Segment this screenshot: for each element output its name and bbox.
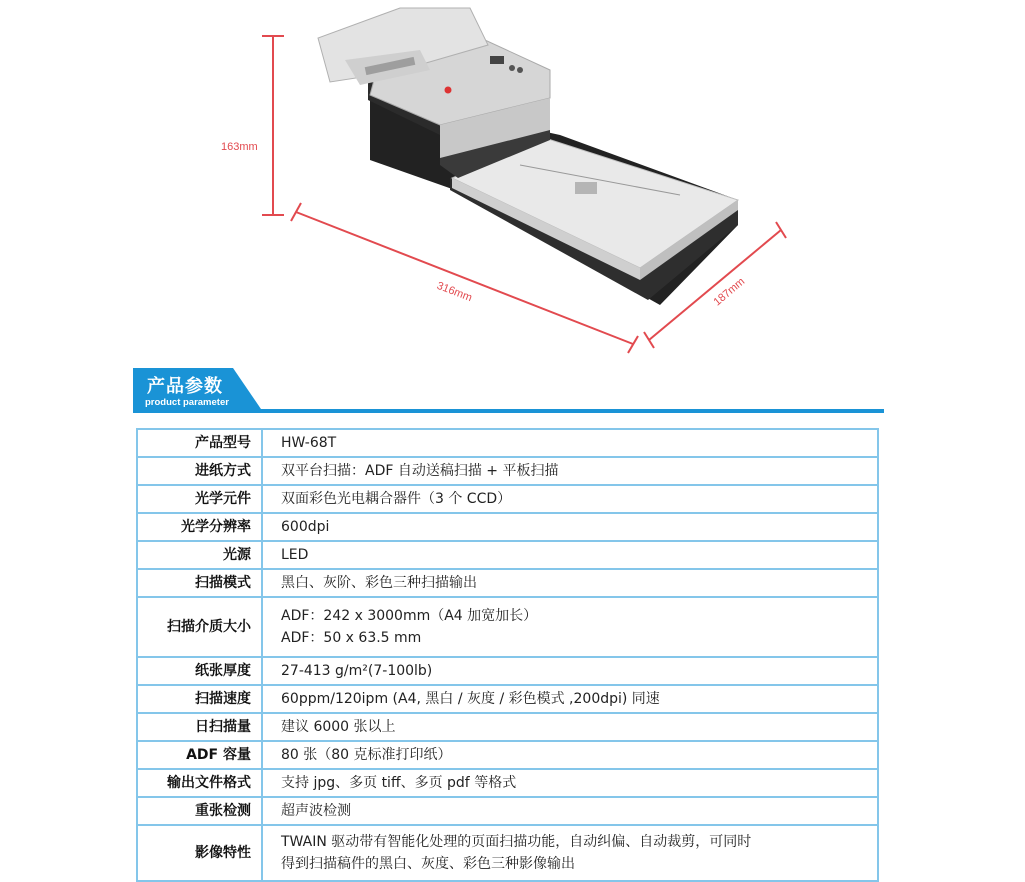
spec-value-line: 60ppm/120ipm (A4, 黑白 / 灰度 / 彩色模式 ,200dpi) 同速 bbox=[281, 691, 660, 707]
spec-value-line: 超声波检测 bbox=[281, 803, 351, 819]
spec-label: 光学分辨率 bbox=[137, 513, 262, 541]
spec-label: 光源 bbox=[137, 541, 262, 569]
spec-value bbox=[262, 569, 878, 597]
spec-value-line: 600dpi bbox=[281, 519, 330, 535]
spec-value-line: LED bbox=[281, 547, 309, 563]
spec-label: ADF 容量 bbox=[137, 741, 262, 769]
spec-row bbox=[137, 429, 878, 457]
spec-row bbox=[137, 597, 878, 657]
spec-label: 产品型号 bbox=[137, 429, 262, 457]
depth-dimension-label: 187mm bbox=[711, 275, 748, 309]
spec-value-line: 27-413 g/m²(7-100lb) bbox=[281, 663, 433, 679]
spec-label: 重张检测 bbox=[137, 797, 262, 825]
spec-value-line: ADF：242 x 3000mm（A4 加宽加长） bbox=[281, 608, 538, 624]
spec-value bbox=[262, 485, 878, 513]
spec-value bbox=[262, 457, 878, 485]
spec-value-line: ADF：50 x 63.5 mm bbox=[281, 630, 422, 646]
spec-value-line: 黑白、灰阶、彩色三种扫描输出 bbox=[281, 575, 477, 591]
spec-value-line: 80 张（80 克标准打印纸） bbox=[281, 747, 452, 763]
spec-row bbox=[137, 769, 878, 797]
spec-label: 进纸方式 bbox=[137, 457, 262, 485]
spec-value-line: 双平台扫描：ADF 自动送稿扫描 + 平板扫描 bbox=[281, 463, 559, 479]
spec-row bbox=[137, 741, 878, 769]
product-figure bbox=[0, 0, 1025, 365]
spec-value bbox=[262, 685, 878, 713]
spec-label: 扫描速度 bbox=[137, 685, 262, 713]
spec-value-line: 双面彩色光电耦合器件（3 个 CCD） bbox=[281, 491, 512, 507]
spec-value bbox=[262, 657, 878, 685]
section-header bbox=[133, 368, 884, 414]
spec-value bbox=[262, 713, 878, 741]
spec-label: 扫描模式 bbox=[137, 569, 262, 597]
spec-label: 日扫描量 bbox=[137, 713, 262, 741]
spec-row bbox=[137, 513, 878, 541]
spec-value-line: HW-68T bbox=[281, 435, 337, 451]
spec-value-line: 建议 6000 张以上 bbox=[281, 719, 396, 735]
spec-row bbox=[137, 457, 878, 485]
section-title: 产品参数 bbox=[147, 376, 223, 397]
spec-value bbox=[262, 429, 878, 457]
spec-label: 纸张厚度 bbox=[137, 657, 262, 685]
spec-row bbox=[137, 485, 878, 513]
spec-row bbox=[137, 797, 878, 825]
spec-value bbox=[262, 597, 878, 657]
spec-label: 影像特性 bbox=[137, 825, 262, 881]
spec-value-line: 得到扫描稿件的黑白、灰度、彩色三种影像输出 bbox=[281, 856, 575, 872]
spec-value-line: TWAIN 驱动带有智能化处理的页面扫描功能，自动纠偏、自动裁剪，可同时 bbox=[281, 834, 752, 850]
spec-value bbox=[262, 769, 878, 797]
width-dimension-label: 316mm bbox=[435, 279, 474, 305]
spec-label: 输出文件格式 bbox=[137, 769, 262, 797]
spec-value-line: 支持 jpg、多页 tiff、多页 pdf 等格式 bbox=[281, 775, 517, 791]
spec-value bbox=[262, 797, 878, 825]
spec-label: 扫描介质大小 bbox=[137, 597, 262, 657]
spec-value bbox=[262, 741, 878, 769]
spec-label: 光学元件 bbox=[137, 485, 262, 513]
spec-row bbox=[137, 685, 878, 713]
spec-value bbox=[262, 513, 878, 541]
spec-row bbox=[137, 541, 878, 569]
spec-table-body bbox=[137, 429, 878, 881]
spec-value bbox=[262, 825, 878, 881]
scanner-body bbox=[318, 8, 738, 305]
spec-row bbox=[137, 569, 878, 597]
spec-row bbox=[137, 657, 878, 685]
spec-row bbox=[137, 825, 878, 881]
height-dimension-label: 163mm bbox=[221, 141, 258, 153]
spec-table bbox=[136, 428, 879, 882]
section-subtitle: product parameter bbox=[145, 397, 229, 408]
spec-row bbox=[137, 713, 878, 741]
scanner-illustration bbox=[0, 0, 1025, 365]
spec-value bbox=[262, 541, 878, 569]
